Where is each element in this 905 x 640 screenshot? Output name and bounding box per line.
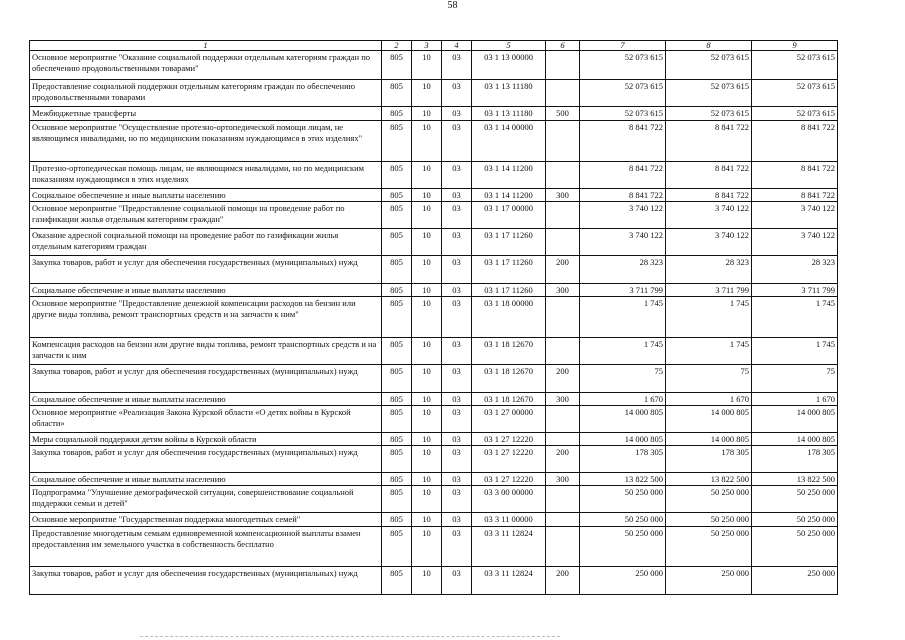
row-name: Основное мероприятие «Реализация Закона Курской области «О детях войны в Курской области»: [30, 406, 382, 433]
amount-year-1: 52 073 615: [580, 80, 666, 107]
razdel-code: 10: [412, 338, 442, 365]
target-article-code: 03 1 14 00000: [472, 121, 546, 162]
podrazdel-code: 03: [442, 338, 472, 365]
podrazdel-code: 03: [442, 284, 472, 297]
table-row: [30, 121, 838, 162]
amount-year-3: 1 670: [752, 393, 838, 406]
amount-year-1: 3 711 799: [580, 284, 666, 297]
amount-year-3: 50 250 000: [752, 513, 838, 527]
glava-code: 805: [382, 162, 412, 189]
razdel-code: 10: [412, 51, 442, 80]
amount-year-2: 250 000: [666, 567, 752, 595]
amount-year-3: 14 000 805: [752, 433, 838, 446]
table-row: [30, 229, 838, 256]
row-name: Закупка товаров, работ и услуг для обеспечения государственных (муниципальных) нужд: [30, 256, 382, 284]
table-row: [30, 338, 838, 365]
amount-year-2: 50 250 000: [666, 486, 752, 513]
podrazdel-code: 03: [442, 406, 472, 433]
expense-type-code: 200: [546, 567, 580, 595]
target-article-code: 03 1 13 11180: [472, 80, 546, 107]
amount-year-3: 3 740 122: [752, 229, 838, 256]
glava-code: 805: [382, 284, 412, 297]
razdel-code: 10: [412, 527, 442, 567]
podrazdel-code: 03: [442, 446, 472, 473]
glava-code: 805: [382, 338, 412, 365]
amount-year-2: 178 305: [666, 446, 752, 473]
target-article-code: 03 1 27 00000: [472, 406, 546, 433]
amount-year-3: 1 745: [752, 338, 838, 365]
column-number: 4: [442, 41, 472, 51]
razdel-code: 10: [412, 229, 442, 256]
budget-table: [29, 40, 838, 595]
amount-year-1: 28 323: [580, 256, 666, 284]
expense-type-code: 200: [546, 365, 580, 393]
expense-type-code: [546, 229, 580, 256]
row-name: Социальное обеспечение и иные выплаты населению: [30, 393, 382, 406]
table-row: [30, 513, 838, 527]
amount-year-3: 50 250 000: [752, 486, 838, 513]
amount-year-3: 178 305: [752, 446, 838, 473]
amount-year-2: 1 745: [666, 297, 752, 338]
row-name: Социальное обеспечение и иные выплаты населению: [30, 284, 382, 297]
row-name: Основное мероприятие "Осуществление протезно-ортопедической помощи лицам, не являющимся инвалидами, но по медицинским показаниям нуждающимся в этих изделиях": [30, 121, 382, 162]
glava-code: 805: [382, 433, 412, 446]
table-row: [30, 527, 838, 567]
expense-type-code: [546, 406, 580, 433]
table-row: [30, 365, 838, 393]
amount-year-2: 8 841 722: [666, 189, 752, 202]
table-row: [30, 393, 838, 406]
amount-year-1: 250 000: [580, 567, 666, 595]
row-name: Подпрограмма "Улучшение демографической ситуации, совершенствование социальной поддержки семьи и детей": [30, 486, 382, 513]
column-number: 8: [666, 41, 752, 51]
target-article-code: 03 1 17 11260: [472, 229, 546, 256]
amount-year-1: 8 841 722: [580, 162, 666, 189]
row-name: Основное мероприятие "Государственная поддержка многодетных семей": [30, 513, 382, 527]
target-article-code: 03 1 18 00000: [472, 297, 546, 338]
target-article-code: 03 3 11 12824: [472, 567, 546, 595]
razdel-code: 10: [412, 189, 442, 202]
amount-year-2: 1 670: [666, 393, 752, 406]
expense-type-code: [546, 433, 580, 446]
row-name: Закупка товаров, работ и услуг для обеспечения государственных (муниципальных) нужд: [30, 365, 382, 393]
table-row: [30, 189, 838, 202]
expense-type-code: 200: [546, 256, 580, 284]
glava-code: 805: [382, 527, 412, 567]
target-article-code: 03 1 27 12220: [472, 446, 546, 473]
row-name: Оказание адресной социальной помощи на проведение работ по газификации жилья отдельным категориям граждан: [30, 229, 382, 256]
razdel-code: 10: [412, 365, 442, 393]
glava-code: 805: [382, 486, 412, 513]
podrazdel-code: 03: [442, 393, 472, 406]
column-number: 6: [546, 41, 580, 51]
amount-year-2: 52 073 615: [666, 107, 752, 121]
target-article-code: 03 1 17 00000: [472, 202, 546, 229]
amount-year-2: 3 740 122: [666, 229, 752, 256]
podrazdel-code: 03: [442, 107, 472, 121]
row-name: Предоставление многодетным семьям единовременной компенсационной выплаты взамен предоставления им земельного участка в собственность бесплатно: [30, 527, 382, 567]
razdel-code: 10: [412, 121, 442, 162]
amount-year-1: 75: [580, 365, 666, 393]
expense-type-code: [546, 338, 580, 365]
column-number: 2: [382, 41, 412, 51]
razdel-code: 10: [412, 107, 442, 121]
glava-code: 805: [382, 513, 412, 527]
expense-type-code: 300: [546, 189, 580, 202]
podrazdel-code: 03: [442, 162, 472, 189]
amount-year-3: 3 711 799: [752, 284, 838, 297]
podrazdel-code: 03: [442, 365, 472, 393]
target-article-code: 03 1 17 11260: [472, 284, 546, 297]
table-row: [30, 284, 838, 297]
amount-year-2: 75: [666, 365, 752, 393]
glava-code: 805: [382, 473, 412, 486]
amount-year-3: 75: [752, 365, 838, 393]
amount-year-3: 50 250 000: [752, 527, 838, 567]
target-article-code: 03 1 18 12670: [472, 338, 546, 365]
podrazdel-code: 03: [442, 256, 472, 284]
razdel-code: 10: [412, 162, 442, 189]
target-article-code: 03 1 13 00000: [472, 51, 546, 80]
expense-type-code: [546, 486, 580, 513]
amount-year-2: 50 250 000: [666, 513, 752, 527]
table-row: [30, 202, 838, 229]
amount-year-3: 52 073 615: [752, 107, 838, 121]
amount-year-1: 3 740 122: [580, 229, 666, 256]
amount-year-3: 52 073 615: [752, 51, 838, 80]
expense-type-code: 500: [546, 107, 580, 121]
razdel-code: 10: [412, 406, 442, 433]
glava-code: 805: [382, 256, 412, 284]
podrazdel-code: 03: [442, 513, 472, 527]
table-row: [30, 473, 838, 486]
podrazdel-code: 03: [442, 527, 472, 567]
glava-code: 805: [382, 189, 412, 202]
table-row: [30, 51, 838, 80]
razdel-code: 10: [412, 433, 442, 446]
amount-year-2: 13 822 500: [666, 473, 752, 486]
table-row: [30, 406, 838, 433]
razdel-code: 10: [412, 446, 442, 473]
column-number: 3: [412, 41, 442, 51]
expense-type-code: [546, 162, 580, 189]
target-article-code: 03 3 11 00000: [472, 513, 546, 527]
razdel-code: 10: [412, 513, 442, 527]
row-name: Межбюджетные трансферты: [30, 107, 382, 121]
amount-year-1: 8 841 722: [580, 189, 666, 202]
glava-code: 805: [382, 406, 412, 433]
target-article-code: 03 3 00 00000: [472, 486, 546, 513]
glava-code: 805: [382, 567, 412, 595]
row-name: Закупка товаров, работ и услуг для обеспечения государственных (муниципальных) нужд: [30, 446, 382, 473]
column-number: 9: [752, 41, 838, 51]
table-row: [30, 256, 838, 284]
column-number: 7: [580, 41, 666, 51]
amount-year-1: 3 740 122: [580, 202, 666, 229]
amount-year-2: 28 323: [666, 256, 752, 284]
glava-code: 805: [382, 446, 412, 473]
amount-year-1: 50 250 000: [580, 527, 666, 567]
amount-year-1: 52 073 615: [580, 51, 666, 80]
expense-type-code: [546, 80, 580, 107]
target-article-code: 03 1 14 11200: [472, 162, 546, 189]
amount-year-1: 1 745: [580, 297, 666, 338]
amount-year-2: 14 000 805: [666, 433, 752, 446]
razdel-code: 10: [412, 256, 442, 284]
podrazdel-code: 03: [442, 486, 472, 513]
amount-year-2: 14 000 805: [666, 406, 752, 433]
amount-year-1: 14 000 805: [580, 433, 666, 446]
target-article-code: 03 1 13 11180: [472, 107, 546, 121]
amount-year-3: 28 323: [752, 256, 838, 284]
target-article-code: 03 1 18 12670: [472, 393, 546, 406]
table-row: [30, 567, 838, 595]
glava-code: 805: [382, 80, 412, 107]
podrazdel-code: 03: [442, 567, 472, 595]
podrazdel-code: 03: [442, 202, 472, 229]
table-row: [30, 297, 838, 338]
expense-type-code: 300: [546, 284, 580, 297]
column-number: 1: [30, 41, 382, 51]
razdel-code: 10: [412, 284, 442, 297]
amount-year-3: 250 000: [752, 567, 838, 595]
razdel-code: 10: [412, 473, 442, 486]
target-article-code: 03 1 18 12670: [472, 365, 546, 393]
amount-year-2: 8 841 722: [666, 162, 752, 189]
glava-code: 805: [382, 297, 412, 338]
amount-year-3: 3 740 122: [752, 202, 838, 229]
podrazdel-code: 03: [442, 80, 472, 107]
expense-type-code: 200: [546, 446, 580, 473]
page-number: 58: [447, 0, 458, 11]
table-row: [30, 162, 838, 189]
glava-code: 805: [382, 51, 412, 80]
razdel-code: 10: [412, 393, 442, 406]
row-name: Протезно-ортопедическая помощь лицам, не являющимся инвалидами, но по медицинским показаниям нуждающимся в этих изделиях: [30, 162, 382, 189]
amount-year-2: 3 740 122: [666, 202, 752, 229]
amount-year-1: 50 250 000: [580, 486, 666, 513]
target-article-code: 03 3 11 12824: [472, 527, 546, 567]
row-name: Основное мероприятие "Предоставление социальной помощи на проведение работ по газификации жилья отдельным категориям граждан": [30, 202, 382, 229]
expense-type-code: 300: [546, 473, 580, 486]
amount-year-2: 52 073 615: [666, 80, 752, 107]
scan-edge-marks: [140, 636, 560, 639]
expense-type-code: [546, 527, 580, 567]
expense-type-code: [546, 202, 580, 229]
row-name: Основное мероприятие "Оказание социальной поддержки отдельным категориям граждан по обеспечению продовольственными товарами": [30, 51, 382, 80]
table-row: [30, 433, 838, 446]
target-article-code: 03 1 27 12220: [472, 473, 546, 486]
table-row: [30, 80, 838, 107]
amount-year-1: 52 073 615: [580, 107, 666, 121]
amount-year-1: 14 000 805: [580, 406, 666, 433]
table-row: [30, 107, 838, 121]
column-number-row: [30, 41, 838, 51]
glava-code: 805: [382, 107, 412, 121]
amount-year-3: 8 841 722: [752, 121, 838, 162]
amount-year-2: 3 711 799: [666, 284, 752, 297]
amount-year-3: 8 841 722: [752, 162, 838, 189]
razdel-code: 10: [412, 297, 442, 338]
target-article-code: 03 1 27 12220: [472, 433, 546, 446]
amount-year-1: 50 250 000: [580, 513, 666, 527]
row-name: Предоставление социальной поддержки отдельным категориям граждан по обеспечению продовольственными товарами: [30, 80, 382, 107]
podrazdel-code: 03: [442, 189, 472, 202]
amount-year-2: 8 841 722: [666, 121, 752, 162]
amount-year-3: 8 841 722: [752, 189, 838, 202]
expense-type-code: [546, 297, 580, 338]
podrazdel-code: 03: [442, 51, 472, 80]
expense-type-code: 300: [546, 393, 580, 406]
row-name: Закупка товаров, работ и услуг для обеспечения государственных (муниципальных) нужд: [30, 567, 382, 595]
podrazdel-code: 03: [442, 121, 472, 162]
amount-year-2: 52 073 615: [666, 51, 752, 80]
podrazdel-code: 03: [442, 229, 472, 256]
amount-year-2: 1 745: [666, 338, 752, 365]
razdel-code: 10: [412, 486, 442, 513]
row-name: Социальное обеспечение и иные выплаты населению: [30, 473, 382, 486]
podrazdel-code: 03: [442, 473, 472, 486]
podrazdel-code: 03: [442, 297, 472, 338]
amount-year-3: 52 073 615: [752, 80, 838, 107]
amount-year-2: 50 250 000: [666, 527, 752, 567]
glava-code: 805: [382, 229, 412, 256]
expense-type-code: [546, 121, 580, 162]
row-name: Меры социальной поддержки детям войны в Курской области: [30, 433, 382, 446]
amount-year-1: 1 745: [580, 338, 666, 365]
expense-type-code: [546, 51, 580, 80]
amount-year-1: 8 841 722: [580, 121, 666, 162]
expense-type-code: [546, 513, 580, 527]
podrazdel-code: 03: [442, 433, 472, 446]
razdel-code: 10: [412, 202, 442, 229]
row-name: Социальное обеспечение и иные выплаты населению: [30, 189, 382, 202]
target-article-code: 03 1 17 11260: [472, 256, 546, 284]
amount-year-3: 1 745: [752, 297, 838, 338]
target-article-code: 03 1 14 11200: [472, 189, 546, 202]
amount-year-1: 13 822 500: [580, 473, 666, 486]
table-row: [30, 446, 838, 473]
glava-code: 805: [382, 365, 412, 393]
amount-year-1: 1 670: [580, 393, 666, 406]
amount-year-3: 14 000 805: [752, 406, 838, 433]
glava-code: 805: [382, 202, 412, 229]
table-row: [30, 486, 838, 513]
amount-year-3: 13 822 500: [752, 473, 838, 486]
row-name: Компенсация расходов на бензин или другие виды топлива, ремонт транспортных средств и на запчасти к ним: [30, 338, 382, 365]
razdel-code: 10: [412, 567, 442, 595]
glava-code: 805: [382, 393, 412, 406]
row-name: Основное мероприятие "Предоставление денежной компенсации расходов на бензин или другие виды топлива, ремонт транспортных средств и на запчасти к ним": [30, 297, 382, 338]
glava-code: 805: [382, 121, 412, 162]
razdel-code: 10: [412, 80, 442, 107]
amount-year-1: 178 305: [580, 446, 666, 473]
column-number: 5: [472, 41, 546, 51]
